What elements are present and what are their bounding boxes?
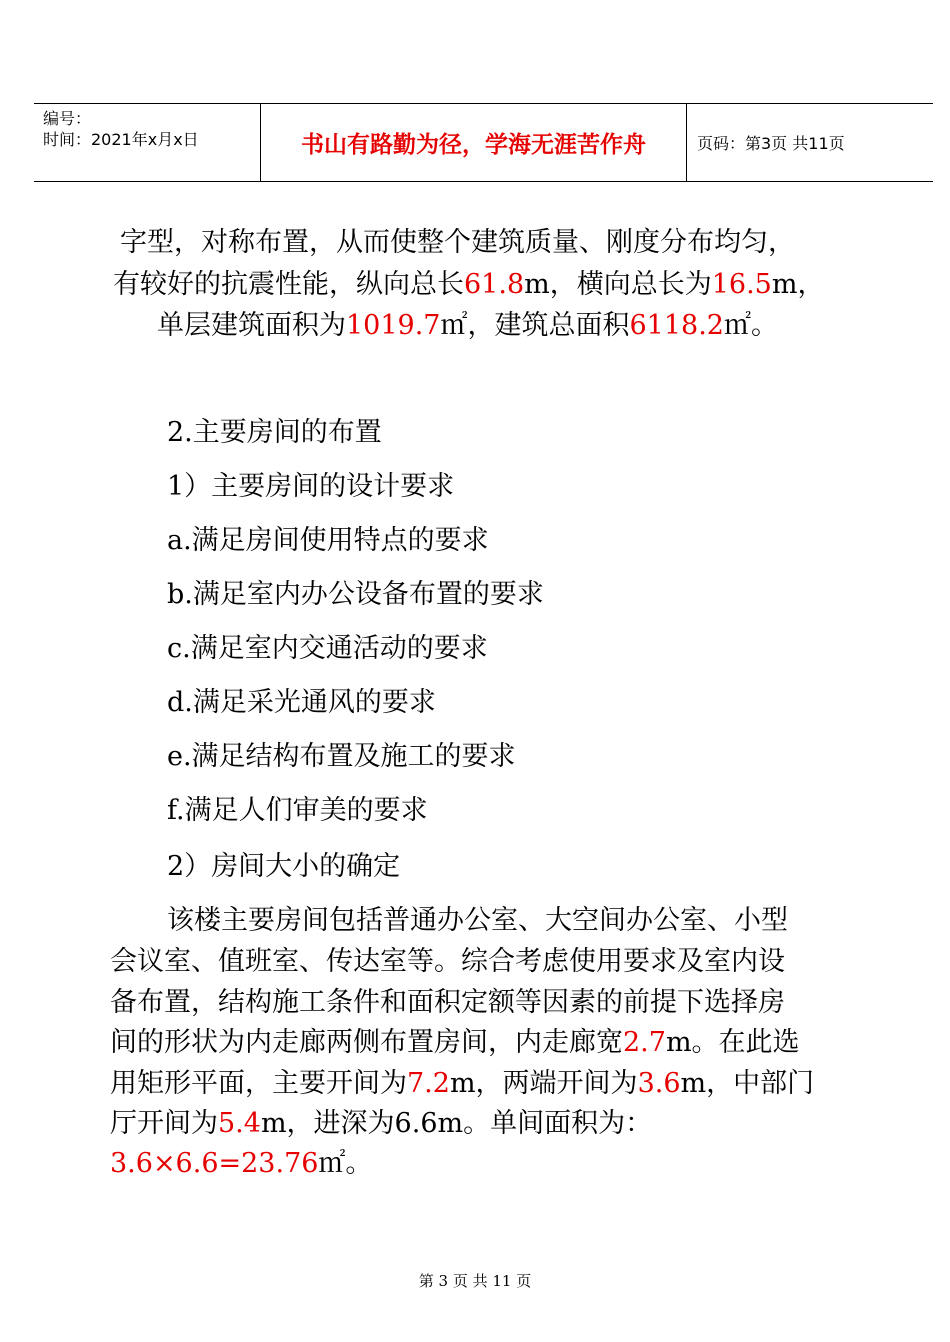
text-run: 用矩形平面，主要开间为	[110, 1068, 407, 1099]
page-footer: 第 3 页 共 11 页	[418, 1272, 532, 1290]
highlight-value: 5.4	[218, 1108, 261, 1139]
list-item: b.满足室内办公设备布置的要求	[167, 579, 544, 610]
text-run: 会议室、值班室、传达室等。综合考虑使用要求及室内设	[110, 946, 785, 977]
text-run: 字型，对称布置，从而使整个建筑质量、刚度分布均匀，	[120, 227, 795, 258]
list-item: f.满足人们审美的要求	[167, 795, 428, 826]
time-label: 时间：2021年x月x日	[43, 130, 199, 149]
section-heading: 2.主要房间的布置	[167, 417, 382, 448]
highlight-value: 7.2	[407, 1068, 450, 1099]
paragraph-line	[110, 1061, 814, 1100]
text-run: 单层建筑面积为	[157, 310, 346, 341]
text-run: m，中部门	[680, 1068, 815, 1099]
page-code: 页码：第3页 共11页	[697, 134, 845, 153]
text-run: ㎡。	[318, 1148, 373, 1179]
text-run: m，进深为6.6m。单间面积为：	[260, 1108, 653, 1139]
motto: 书山有路勤为径，学海无涯苦作舟	[261, 104, 687, 181]
highlight-value: 2.7	[623, 1027, 666, 1058]
list-item: a.满足房间使用特点的要求	[167, 525, 489, 556]
subsection-heading: 1）主要房间的设计要求	[167, 471, 455, 502]
text-run: 该楼主要房间包括普通办公室、大空间办公室、小型	[167, 905, 788, 936]
text-run: 厅开间为	[110, 1108, 218, 1139]
text-run: m，	[771, 269, 825, 300]
paragraph-line	[157, 303, 778, 342]
highlight-value: 16.5	[711, 269, 772, 300]
text-run: m。在此选	[665, 1027, 800, 1058]
highlight-value: 3.6×6.6=23.76	[110, 1148, 319, 1179]
text-run: ㎡。	[723, 310, 778, 341]
paragraph-line	[110, 1020, 800, 1059]
paragraph-line	[120, 220, 795, 259]
header-meta-cell	[34, 104, 261, 181]
text-run: 间的形状为内走廊两侧布置房间，内走廊宽	[110, 1027, 623, 1058]
list-item: c.满足室内交通活动的要求	[167, 633, 488, 664]
text-run: m，横向总长为	[524, 269, 712, 300]
paragraph-line	[113, 262, 824, 301]
highlight-value: 3.6	[637, 1068, 681, 1099]
subsection-heading: 2）房间大小的确定	[167, 851, 401, 882]
paragraph-line	[110, 1101, 652, 1140]
number-label: 编号：	[43, 109, 92, 128]
highlight-value: 6118.2	[629, 310, 724, 341]
text-run: m，两端开间为	[449, 1068, 638, 1099]
text-run: 备布置，结构施工条件和面积定额等因素的前提下选择房	[110, 987, 785, 1018]
document-header	[34, 103, 933, 182]
list-item: d.满足采光通风的要求	[167, 687, 436, 718]
list-item: e.满足结构布置及施工的要求	[167, 741, 516, 772]
highlight-value: 61.8	[464, 269, 525, 300]
text-run: 有较好的抗震性能，纵向总长	[113, 269, 464, 300]
highlight-value: 1019.7	[346, 310, 441, 341]
text-run: ㎡，建筑总面积	[440, 310, 630, 341]
paragraph-line	[110, 939, 785, 978]
paragraph-line	[110, 1141, 372, 1180]
paragraph-line	[167, 898, 788, 937]
paragraph-line	[110, 980, 785, 1019]
